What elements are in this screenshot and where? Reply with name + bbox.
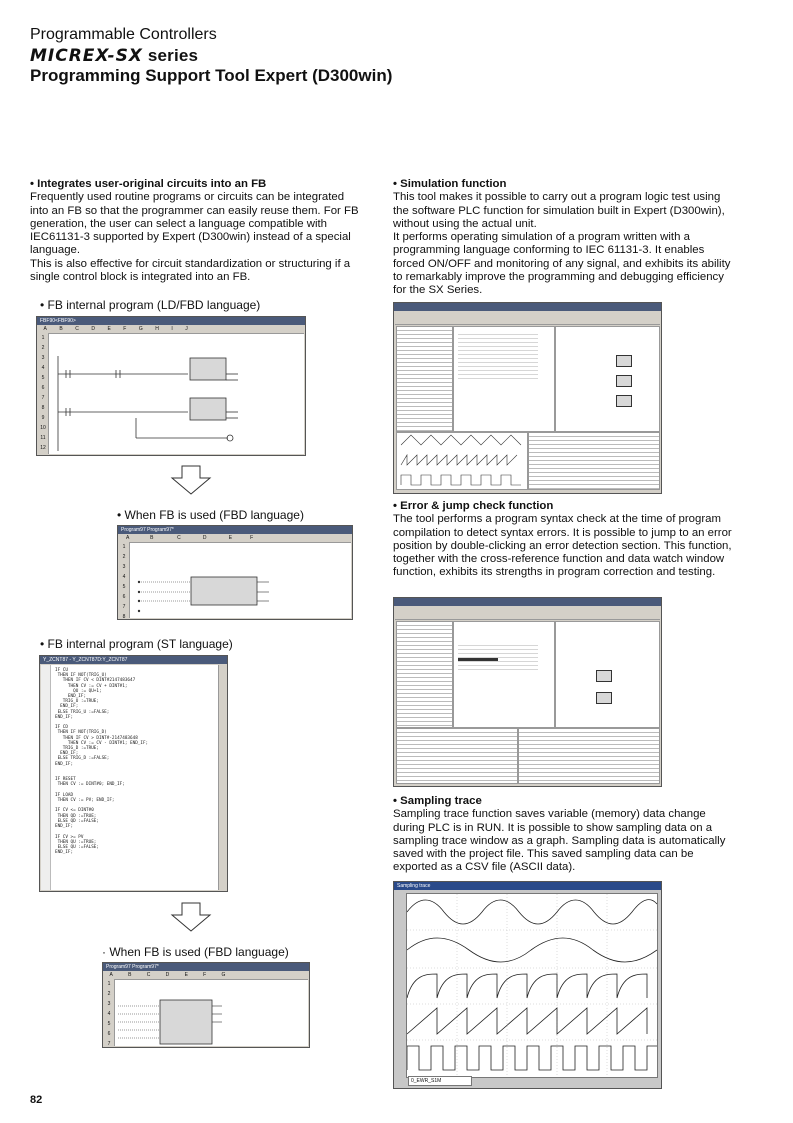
simulation-body-2: It performs operating simulation of a program written with a programming language conforming to IEC 61131-3. It enables forced ON/OFF and monitoring of any signal, and exhibits its ability to remarkably improve the programming and debugging efficiency for the SX Series.: [393, 231, 731, 297]
down-arrow-icon-2: [170, 902, 212, 932]
ldfbd-window-title: FBF90<FBF90>: [37, 317, 305, 325]
watch-pane[interactable]: [528, 432, 660, 490]
ldfbd-window: [36, 316, 306, 456]
fbd-pane[interactable]: [555, 326, 660, 432]
error-list[interactable]: [396, 728, 518, 784]
st-window: [39, 655, 228, 892]
fbd-editor-2[interactable]: [104, 972, 308, 1046]
fbd-window-2: [102, 962, 310, 1048]
project-tree[interactable]: [396, 326, 453, 432]
sampling-trace-title: Sampling trace: [394, 882, 661, 890]
simulation-heading: • Simulation function: [393, 178, 507, 190]
trace-graph: [407, 894, 657, 1077]
row-header: 1 2 3 4 5 6 7 8: [119, 542, 130, 618]
error-section: [393, 500, 733, 580]
page-title: Programming Support Tool Expert (D300win): [30, 66, 393, 85]
fb-body-2: This is also effective for circuit standardization or structuring if a single control block is integrated into an FB.: [30, 257, 351, 284]
vertical-scrollbar[interactable]: [218, 665, 226, 890]
trace-variable-tab[interactable]: 0_EWR_S1M: [408, 1076, 472, 1086]
project-tree-2[interactable]: [396, 621, 453, 728]
down-arrow-icon: [170, 465, 212, 495]
error-titlebar: [394, 598, 661, 606]
sampling-trace-window: [393, 881, 662, 1089]
fbd-window-1-title: Program97 Program97*: [118, 526, 352, 534]
error-heading: • Error & jump check function: [393, 500, 554, 512]
column-header: A B C D E F: [119, 535, 351, 543]
simulation-titlebar: [394, 303, 661, 311]
st-code: IF CU THEN IF NOT(TRIG_U) THEN IF CV < DINT#2147483647 THEN CV := CV + DINT#1; QU := QU+1; END_IF; TRIG_U :=TRUE; END_IF; ELSE TRIG_U :=FALSE; END_IF; IF CD THEN IF NOT(TRIG_D) THEN IF CV > DINT#-2147483648 THEN CV := CV - DINT#1; END_IF; TRIG_D :=TRUE; END_IF; ELSE TRIG_D :=FALSE; END_IF; IF RESET THEN CV := DINT#0; END_IF; IF LOAD THEN CV := PV; END_IF; IF CV <= DINT#0 THEN QD :=TRUE; ELSE QD :=FALSE; END_IF; IF CV >= PV THEN QU :=TRUE; ELSE QU :=FALSE; END_IF;: [55, 668, 149, 856]
st-pane-2[interactable]: [453, 621, 555, 728]
trace-wave-mini: [397, 433, 527, 489]
fb-heading: • Integrates user-original circuits into an FB: [30, 178, 267, 190]
error-body: The tool performs a program syntax check at the time of program compilation to detect syntax errors. It is possible to jump to an error position by double-clicking an error detection section. This function, together with the cross-reference function and data watch window function, exhibits its strengths in program correction and testing.: [393, 513, 732, 579]
fbd-diagram-1: [119, 535, 351, 618]
fbd-window-1: [117, 525, 353, 620]
simulation-section: [393, 178, 733, 298]
fbd-diagram-2: [104, 972, 308, 1046]
header-category: Programmable Controllers: [30, 26, 217, 43]
cross-reference-pane[interactable]: [518, 728, 660, 784]
line-number-gutter: [41, 665, 51, 890]
series-label: series: [142, 46, 199, 65]
caption-st: • FB internal program (ST language): [40, 637, 233, 651]
fb-section: [30, 178, 365, 284]
error-screenshot: [393, 597, 662, 787]
column-header: A B C D E F G: [104, 972, 308, 980]
caption-fbd-2: · When FB is used (FBD language): [102, 945, 289, 959]
fbd-editor-1[interactable]: [119, 535, 351, 618]
header-series: [30, 46, 198, 66]
page-number: 82: [30, 1094, 43, 1106]
fb-body: Frequently used routine programs or circuits can be integrated into an FB so that the programmer can easily reuse them. For FB generation, the user can select a language compatible with IEC61131-3 supported by Expert (D300win) instead of a special language.: [30, 191, 359, 257]
st-pane[interactable]: [453, 326, 555, 432]
sampling-section: [393, 795, 733, 875]
caption-fbd-1: • When FB is used (FBD language): [117, 508, 304, 522]
row-header: 1 2 3 4 5 6 7 8 9 10 11 12: [38, 333, 49, 454]
simulation-screenshot: [393, 302, 662, 494]
st-editor[interactable]: [41, 665, 219, 890]
trace-plot[interactable]: [406, 893, 658, 1078]
sampling-body: Sampling trace function saves variable (memory) data change during PLC is in RUN. It is possible to show sampling data on a sampling trace window as a graph. Sampling data is automatically saved with the project file. This saved sampling data can be exported as a CSV file (ASCII data).: [393, 808, 726, 874]
fbd-window-2-title: Program97 Program97*: [103, 963, 309, 971]
sampling-heading: • Sampling trace: [393, 795, 482, 807]
st-window-title: Y_ZCNT87 - Y_ZCNT87D:Y_ZCNT87: [40, 656, 227, 664]
fbd-pane-2[interactable]: [555, 621, 660, 728]
toolbar-2[interactable]: [395, 607, 660, 620]
row-header: 1 2 3 4 5 6 7: [104, 979, 115, 1046]
ldfbd-editor[interactable]: [38, 326, 304, 454]
brand-logo: MICREX-SX: [30, 46, 143, 66]
simulation-body: This tool makes it possible to carry out a program logic test using the software PLC function for simulation built in Expert (D300win), without using the actual unit.: [393, 191, 725, 230]
trace-pane[interactable]: [396, 432, 528, 490]
caption-ldfbd: • FB internal program (LD/FBD language): [40, 298, 261, 312]
toolbar[interactable]: [395, 312, 660, 325]
ld-diagram: [38, 326, 304, 454]
column-header: A B C D E F G H I J: [38, 326, 304, 334]
